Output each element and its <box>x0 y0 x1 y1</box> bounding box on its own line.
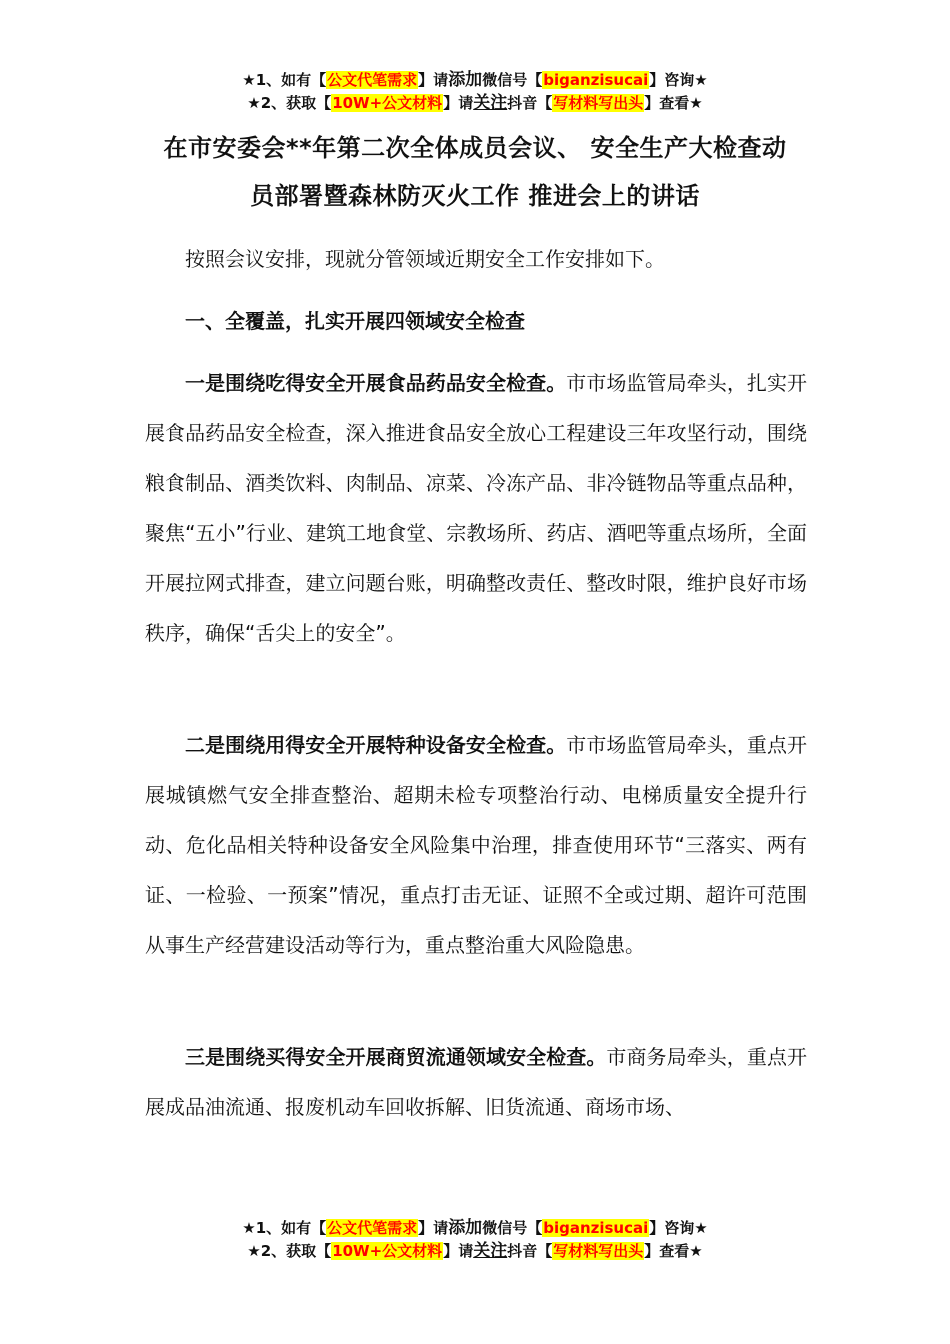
paragraph-3 <box>145 1032 807 1132</box>
promo-text: 】查看★ <box>644 1242 703 1260</box>
promo-highlight: biganzisucai <box>543 1219 649 1237</box>
promo-highlight: 公文代笔需求 <box>327 1219 418 1237</box>
section-heading-text: 一、全覆盖，扎实开展四领域安全检查 <box>185 309 525 333</box>
promo-text: 】咨询★ <box>649 71 708 89</box>
promo-text: 】请 <box>443 1242 474 1260</box>
paragraph-lead: 一是围绕吃得安全开展食品药品安全检查。 <box>185 371 567 395</box>
paragraph-lead: 三是围绕买得安全开展商贸流通领域安全检查。 <box>185 1045 607 1069</box>
promo-highlight: biganzisucai <box>543 71 649 89</box>
promo-banner-top <box>0 69 950 115</box>
promo-highlight: 写材料写出头 <box>553 1242 644 1260</box>
document-title <box>120 124 830 220</box>
promo-line-2 <box>0 1240 950 1263</box>
promo-text: 】请 <box>418 1219 449 1237</box>
paragraph-1 <box>145 358 807 658</box>
promo-highlight: 公文代笔需求 <box>327 71 418 89</box>
promo-text: 微信号【 <box>482 71 543 89</box>
promo-banner-bottom <box>0 1217 950 1263</box>
intro-paragraph <box>145 234 807 284</box>
promo-text: ★2、获取【 <box>247 94 332 112</box>
promo-emphasis: 添加 <box>448 70 483 90</box>
promo-text: 微信号【 <box>482 1219 543 1237</box>
paragraph-2 <box>145 720 807 970</box>
promo-text: 抖音【 <box>507 94 553 112</box>
promo-highlight: 10W+公文材料 <box>332 94 443 112</box>
promo-text: ★2、获取【 <box>247 1242 332 1260</box>
promo-text: 抖音【 <box>507 1242 553 1260</box>
promo-text: 】请 <box>418 71 449 89</box>
promo-text: 】请 <box>443 94 474 112</box>
title-line-1: 在市安委会**年第二次全体成员会议、 安全生产大检查动 <box>163 134 787 162</box>
title-line-2: 员部署暨森林防灭火工作 推进会上的讲话 <box>250 182 700 210</box>
promo-line-1 <box>0 69 950 92</box>
promo-emphasis: 添加 <box>448 1218 483 1238</box>
promo-highlight: 写材料写出头 <box>553 94 644 112</box>
intro-text: 按照会议安排，现就分管领域近期安全工作安排如下。 <box>185 247 665 271</box>
promo-highlight: 10W+公文材料 <box>332 1242 443 1260</box>
promo-text: 】查看★ <box>644 94 703 112</box>
paragraph-text: 市市场监管局牵头，重点开展城镇燃气安全排查整治、超期未检专项整治行动、电梯质量安全提升行动、危化品相关特种设备安全风险集中治理，排查使用环节“三落实、两有证、一检验、一预案”情况，重点打击无证、证照不全或过期、超许可范围从事生产经营建设活动等行为，重点整治重大风险隐患。 <box>145 733 808 957</box>
paragraph-text: 市商务局牵头，重点开展成品油流通、报废机动车回收拆解、旧货流通、商场市场、 <box>145 1045 808 1119</box>
paragraph-lead: 二是围绕用得安全开展特种设备安全检查。 <box>185 733 567 757</box>
promo-text: ★1、如有【 <box>242 71 327 89</box>
promo-line-1 <box>0 1217 950 1240</box>
promo-emphasis: 关注 <box>473 1241 508 1261</box>
promo-line-2 <box>0 92 950 115</box>
promo-text: 】咨询★ <box>649 1219 708 1237</box>
section-heading-1 <box>145 296 807 346</box>
promo-text: ★1、如有【 <box>242 1219 327 1237</box>
paragraph-text: 市市场监管局牵头，扎实开展食品药品安全检查，深入推进食品安全放心工程建设三年攻坚行动，围绕粮食制品、酒类饮料、肉制品、凉菜、冷冻产品、非冷链物品等重点品种，聚焦“五小”行业、建筑工地食堂、宗教场所、药店、酒吧等重点场所，全面开展拉网式排查，建立问题台账，明确整改责任、整改时限，维护良好市场秩序，确保“舌尖上的安全”。 <box>145 371 808 645</box>
promo-emphasis: 关注 <box>473 93 508 113</box>
